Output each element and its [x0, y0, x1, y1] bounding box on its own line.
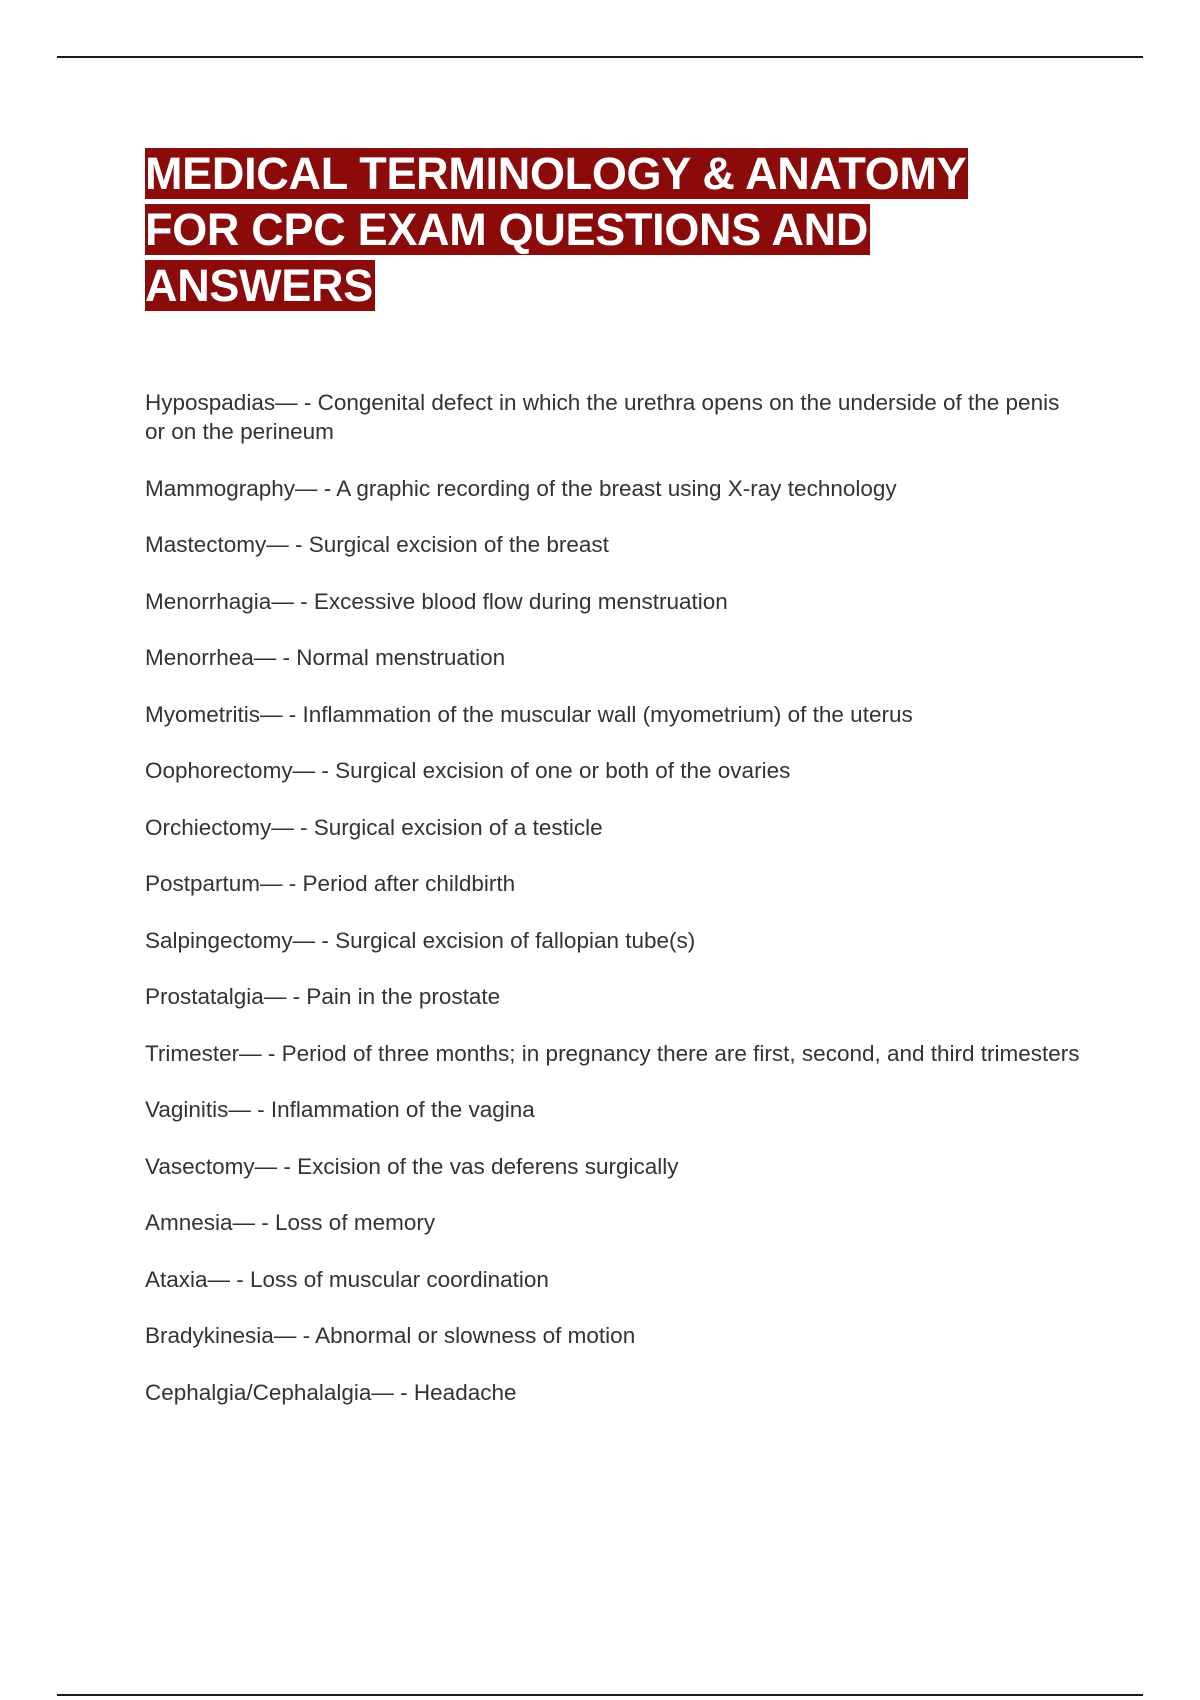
term-entry-postpartum: Postpartum— - Period after childbirth: [145, 871, 516, 896]
term-entry-menorrhea: Menorrhea— - Normal menstruation: [145, 645, 506, 670]
top-rule: [57, 56, 1143, 58]
term-entry-hypospadias: Hypospadias— - Congenital defect in which the urethra opens on the underside of the penis or on the perineum: [145, 390, 1060, 444]
term-entry-orchiectomy: Orchiectomy— - Surgical excision of a testicle: [145, 814, 603, 840]
term-entry-mammography: Mammography— - A graphic recording of the breast using X-ray technology: [145, 475, 897, 501]
term-entry-menorrhagia: Menorrhagia— - Excessive blood flow during menstruation: [145, 588, 728, 614]
term-entry-salpingectomy: Salpingectomy— - Surgical excision of fallopian tube(s): [145, 927, 696, 953]
term-entry-myometritis: Myometritis— - Inflammation of the muscular wall (myometrium) of the uterus: [145, 701, 913, 727]
term-entry-ataxia: Ataxia— - Loss of muscular coordination: [145, 1266, 549, 1292]
title-line-3: ANSWERS: [145, 260, 373, 311]
term-entry-cephalgia: Cephalgia/Cephalalgia— - Headache: [145, 1379, 517, 1405]
term-entry-trimester: Trimester— - Period of three months; in pregnancy there are first, second, and third trimesters: [145, 1040, 1080, 1066]
document-title: [145, 146, 1045, 314]
bottom-rule: [57, 1694, 1143, 1696]
title-line-1: MEDICAL TERMINOLOGY & ANATOMY: [145, 148, 967, 199]
term-entry-oophorectomy: Oophorectomy— - Surgical excision of one or both of the ovaries: [145, 758, 791, 783]
term-entry-prostatalgia: Prostatalgia— - Pain in the prostate: [145, 984, 501, 1009]
term-entry-vaginitis: Vaginitis— - Inflammation of the vagina: [145, 1097, 535, 1122]
term-entry-mastectomy: Mastectomy— - Surgical excision of the breast: [145, 532, 609, 557]
term-entry-bradykinesia: Bradykinesia— - Abnormal or slowness of motion: [145, 1323, 636, 1348]
terminology-list: [145, 388, 1085, 1434]
term-entry-vasectomy: Vasectomy— - Excision of the vas deferens surgically: [145, 1153, 679, 1179]
term-entry-amnesia: Amnesia— - Loss of memory: [145, 1210, 436, 1235]
title-line-2: FOR CPC EXAM QUESTIONS AND: [145, 204, 869, 255]
